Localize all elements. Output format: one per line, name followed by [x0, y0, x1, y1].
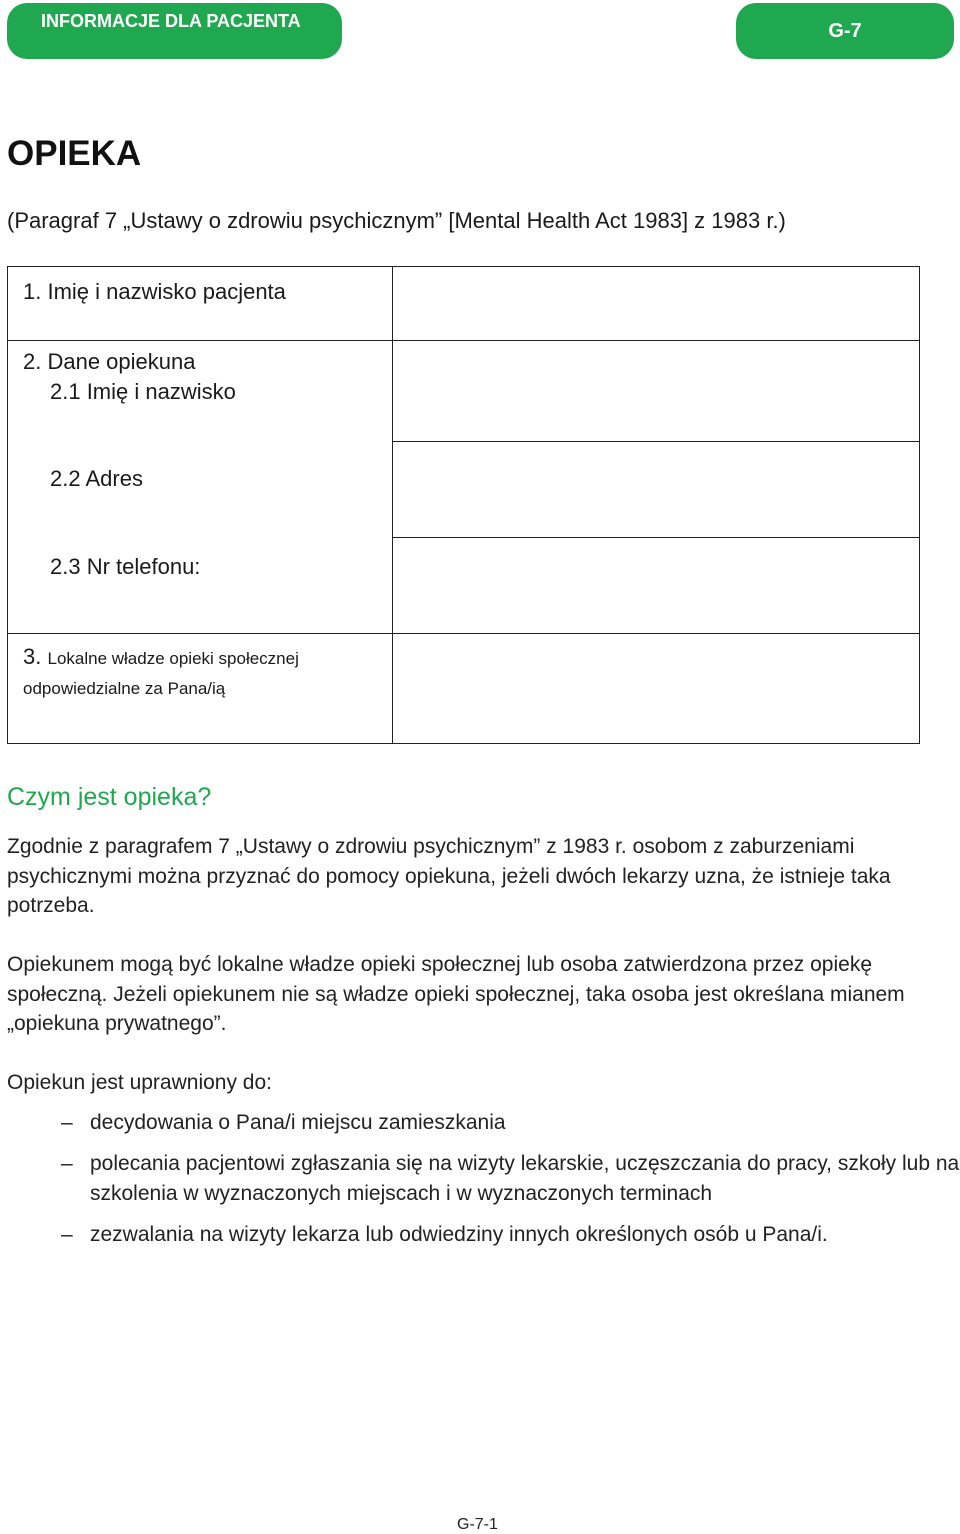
patient-name-label: 1. Imię i nazwisko pacjenta [23, 279, 286, 304]
guardian-phone-label-cell [8, 538, 393, 634]
guardian-address-label: 2.2 Adres [50, 465, 143, 491]
list-item-text: zezwalania na wizyty lekarza lub odwiedziny innych określonych osób u Pana/i. [90, 1223, 828, 1246]
social-services-field[interactable] [393, 634, 920, 744]
form-row-guardian-name [8, 341, 920, 442]
form-code-label: G-7 [828, 19, 862, 42]
list-item [0, 1149, 960, 1209]
page-number: G-7-1 [457, 1516, 498, 1533]
dash-bullet-icon: – [61, 1152, 73, 1175]
form-row-social-services [8, 634, 920, 744]
paragraph-definition: Zgodnie z paragrafem 7 „Ustawy o zdrowiu psychicznym” z 1983 r. osobom z zaburzeniami psychicznymi można przyznać do pomocy opiekuna, jeżeli dwóch lekarzy uzna, że istnieje taka potrzeba. [7, 835, 891, 917]
guardian-name-label-cell [8, 341, 393, 442]
guardian-phone-field[interactable] [393, 538, 920, 634]
guardian-name-field[interactable] [393, 341, 920, 442]
paragraph-powers-intro: Opiekun jest uprawniony do: [7, 1071, 272, 1094]
social-services-label-text1: Lokalne władze opieki społecznej [47, 649, 299, 668]
list-item-text: polecania pacjentowi zgłaszania się na wizyty lekarskie, uczęszczania do pracy, szkoły lub na szkolenia w wyznaczonych miejscach i w wyznaczonych terminach [90, 1152, 960, 1205]
list-item [0, 1108, 960, 1138]
dash-bullet-icon: – [61, 1111, 73, 1134]
guardian-address-field[interactable] [393, 442, 920, 538]
guardian-details-label: 2. Dane opiekuna [23, 349, 196, 374]
list-item [0, 1220, 960, 1250]
page-title: OPIEKA [7, 134, 142, 173]
section-heading: Czym jest opieka? [7, 783, 212, 811]
social-services-label-line2: odpowiedzialne za Pana/ią [23, 679, 226, 698]
guardian-phone-label: 2.3 Nr telefonu: [50, 553, 201, 579]
patient-info-label: INFORMACJE DLA PACJENTA [41, 11, 301, 31]
patient-name-label-cell [8, 267, 393, 341]
guardianship-form [7, 266, 920, 744]
patient-info-banner [7, 3, 342, 59]
form-row-guardian-phone [8, 538, 920, 634]
list-item-text: decydowania o Pana/i miejscu zamieszkania [90, 1111, 506, 1134]
powers-list [0, 1108, 960, 1261]
form-row-patient-name [8, 267, 920, 341]
guardian-name-label: 2.1 Imię i nazwisko [50, 379, 236, 404]
form-row-guardian-address [8, 442, 920, 538]
page-subtitle: (Paragraf 7 „Ustawy o zdrowiu psychicznym” [Mental Health Act 1983] z 1983 r.) [7, 208, 786, 233]
social-services-number: 3. [23, 644, 42, 669]
social-services-label-cell [8, 634, 393, 744]
form-code-badge [736, 3, 954, 59]
dash-bullet-icon: – [61, 1223, 73, 1246]
guardian-address-label-cell [8, 442, 393, 538]
social-services-label-line1 [23, 642, 392, 674]
paragraph-guardian-types: Opiekunem mogą być lokalne władze opieki społecznej lub osoba zatwierdzona przez opiekę społeczną. Jeżeli opiekunem nie są władze opieki społecznej, taka osoba jest określana mianem „opiekuna prywatnego”. [7, 953, 905, 1035]
patient-name-field[interactable] [393, 267, 920, 341]
